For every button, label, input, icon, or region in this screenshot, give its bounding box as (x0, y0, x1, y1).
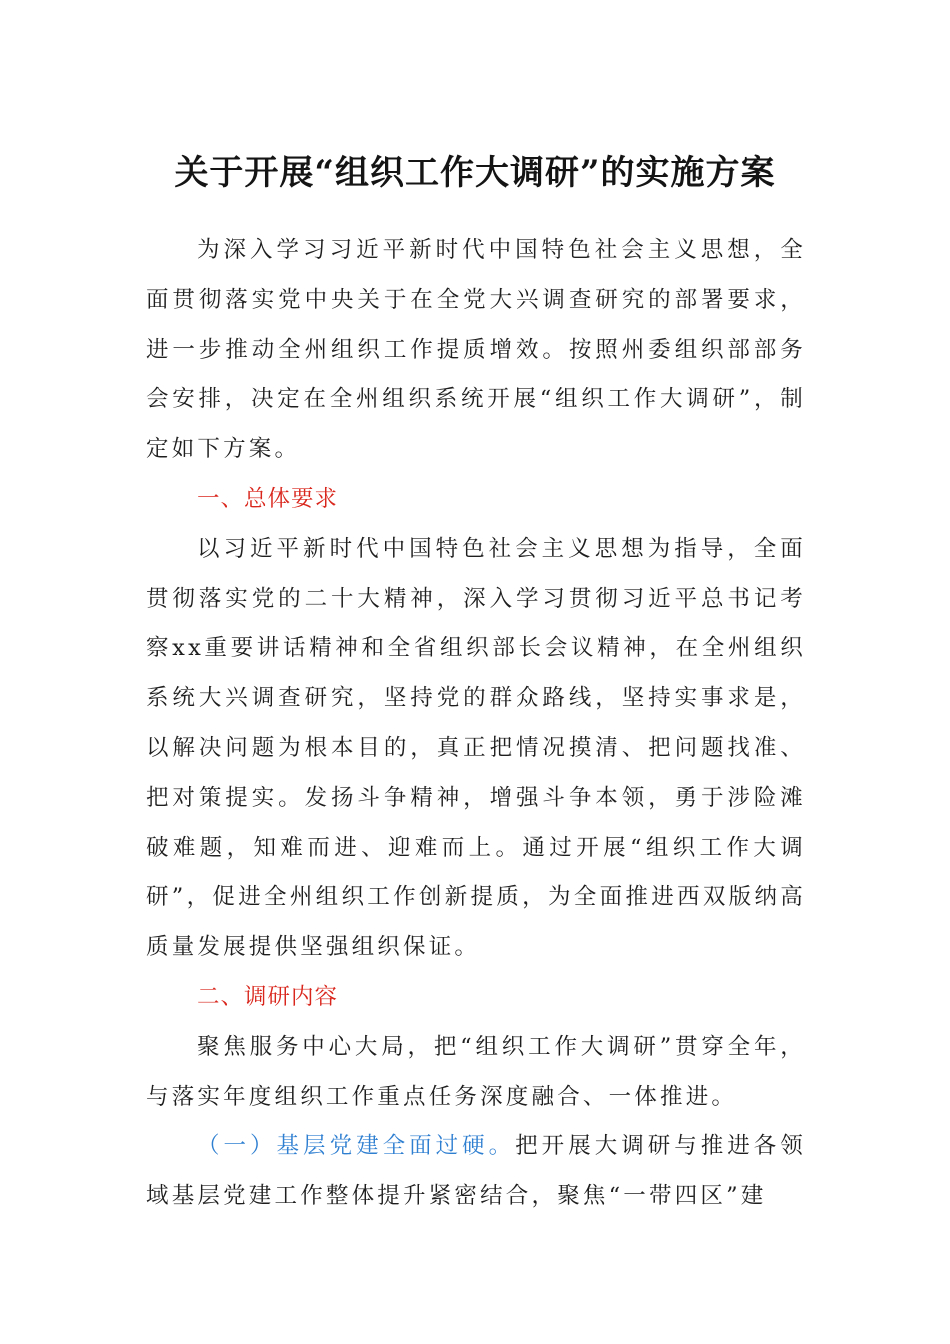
item-grassroots-label: （一）基层党建全面过硬。 (197, 1133, 516, 1160)
document-body (146, 226, 806, 1222)
document-title: 关于开展“组织工作大调研”的实施方案 (174, 153, 776, 193)
item-grassroots-text: 把开展大调研与推进各领域基层党建工作整体提升紧密结合，聚焦“一带四区”建 (146, 1133, 807, 1210)
general-requirements-paragraph: 以习近平新时代中国特色社会主义思想为指导，全面贯彻落实党的二十大精神，深入学习贯彻习近平总书记考察xx重要讲话精神和全省组织部长会议精神，在全州组织系统大兴调查研究，坚持党的群众路线，坚持实事求是，以解决问题为根本目的，真正把情况摸清、把问题找准、把对策提实。发扬斗争精神，增强斗争本领，勇于涉险滩破难题，知难而进、迎难而上。通过开展“组织工作大调研”，促进全州组织工作创新提质，为全面推进西双版纳高质量发展提供坚强组织保证。 (146, 535, 806, 961)
section-heading-general-requirements: 一、总体要求 (197, 485, 339, 512)
intro-paragraph: 为深入学习习近平新时代中国特色社会主义思想，全面贯彻落实党中央关于在全党大兴调查研究的部署要求，进一步推动全州组织工作提质增效。按照州委组织部部务会安排，决定在全州组织系统开展“组织工作大调研”，制定如下方案。 (146, 237, 806, 463)
research-content-paragraph: 聚焦服务中心大局，把“组织工作大调研”贯穿全年，与落实年度组织工作重点任务深度融合、一体推进。 (146, 1033, 806, 1110)
item-grassroots-party-building (146, 1122, 806, 1222)
section-heading-research-content: 二、调研内容 (197, 983, 339, 1010)
